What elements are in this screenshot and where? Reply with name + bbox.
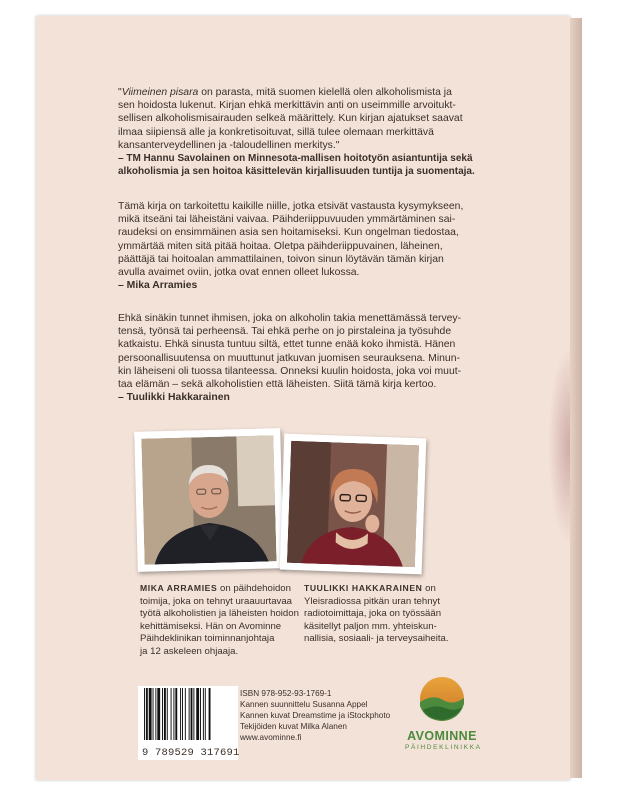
barcode-digits: 9 789529 317691 bbox=[142, 747, 240, 759]
quote-line: kansanterveydellinen ja -taloudellinen merkitys." bbox=[118, 139, 340, 151]
barcode-bar bbox=[209, 688, 211, 740]
barcode-bar bbox=[173, 688, 174, 740]
bio-name-tuulikki: TUULIKKI HAKKARAINEN bbox=[304, 583, 423, 593]
blurb-mika bbox=[118, 200, 476, 292]
quote-book-title: Viimeinen pisara bbox=[121, 87, 199, 98]
isbn-barcode bbox=[138, 686, 238, 760]
bio-line: toimija, joka on tehnyt uraauurtavaa bbox=[140, 595, 292, 607]
blurb-line: katkaistu. Ehkä sinusta tuntuu siltä, ettet tunne enää koko ihmistä. Hänen bbox=[118, 339, 456, 351]
barcode-bar bbox=[185, 688, 186, 740]
barcode-bar bbox=[180, 688, 181, 740]
bio-mika: MIKA ARRAMIES on päihdehoidon toimija, joka on tehnyt uraauurtavaa työtä alkoholistien ja läheisten hoidon kehittämiseksi. Hän on Avominne Päihdeklinikan toiminnanjohtaja ja 12 askeleen ohjaaja. bbox=[140, 583, 299, 657]
barcode-bar bbox=[162, 688, 163, 740]
bio-line: kehittämiseksi. Hän on Avominne bbox=[140, 620, 282, 632]
portrait-woman-image bbox=[287, 441, 419, 567]
barcode-bar bbox=[155, 688, 156, 740]
blurb-line: persoonallisuutensa on muuttunut jatkuvan juomisen seurauksena. Minun- bbox=[118, 352, 460, 364]
blurb-line: mikä itseäni tai läheistäni vaivaa. Päihderiippuvuuden ymmärtäminen sai- bbox=[118, 214, 456, 226]
bio-line: ja 12 askeleen ohjaaja. bbox=[140, 645, 239, 657]
avominne-logo bbox=[405, 676, 482, 751]
bio-line: Päihdeklinikan toiminnanjohtaja bbox=[140, 633, 275, 645]
barcode-bar bbox=[157, 688, 160, 740]
cover-images-credit: Kannen kuvat Dreamstime ja iStockphoto bbox=[240, 711, 391, 720]
barcode-bar bbox=[164, 688, 166, 740]
blurb-line: Tämä kirja on tarkoitettu kaikille niille, jotka etsivät vastausta kysymykseen, bbox=[118, 201, 464, 212]
logo-name: AVOMINNE bbox=[407, 729, 477, 743]
logo-emblem-icon bbox=[419, 676, 465, 722]
bio-name-mika: MIKA ARRAMIES bbox=[140, 583, 218, 593]
bio-line: käsitellyt paljon mm. yhteiskun- bbox=[304, 620, 437, 632]
portrait-man-image bbox=[141, 435, 276, 564]
blurb-line: kin läheiseni oli tuossa tilanteessa. Onneksi kuulin hoidosta, joka voi muut- bbox=[118, 365, 462, 377]
bio-line: työtä alkoholistien ja läheisten hoidon bbox=[140, 608, 299, 620]
barcode-bar bbox=[205, 688, 206, 740]
barcode-bar bbox=[200, 688, 201, 740]
imprint-info bbox=[240, 688, 390, 743]
author-photos-credit: Tekijöiden kuvat Milka Alanen bbox=[240, 722, 347, 731]
blurb-line: ymmärtää miten sitä pitää hoitaa. Oletpa päihderiippuvainen, läheinen, bbox=[118, 240, 443, 252]
bio-line: radiotoimittaja, joka on työssään bbox=[304, 608, 442, 620]
website-text: www.avominne.fi bbox=[240, 733, 302, 742]
barcode-bars bbox=[142, 688, 234, 740]
bio-tuulikki: TUULIKKI HAKKARAINEN on Yleisradiossa pitkän uran tehnyt radiotoimittaja, joka on työssään käsitellyt paljon mm. yhteiskun- nallisia, sosiaali- ja terveysaiheita. bbox=[304, 583, 449, 645]
signature-tuulikki: – Tuulikki Hakkarainen bbox=[118, 392, 230, 404]
isbn-text: ISBN 978-952-93-1769-1 bbox=[240, 689, 332, 698]
blurb-line: tensä, työnsä tai perheensä. Tai ehkä perhe on jo pirstaleina ja työsuhde bbox=[118, 326, 452, 338]
review-quote bbox=[118, 86, 476, 178]
bio-line: nallisia, sosiaali- ja terveysaiheita. bbox=[304, 633, 449, 645]
barcode-bar bbox=[175, 688, 177, 740]
barcode-bar bbox=[193, 688, 194, 740]
barcode-bar bbox=[144, 688, 145, 740]
quote-attribution: – TM Hannu Savolainen on Minnesota-mallisen hoitotyön asiantuntija sekä bbox=[118, 153, 473, 165]
logo-subtitle: PÄIHDEKLINIKKA bbox=[405, 744, 482, 751]
signature-mika: – Mika Arramies bbox=[118, 280, 198, 292]
quote-attribution: alkoholismia ja sen hoitoa käsittelevän kirjallisuuden tuntija ja suomentaja. bbox=[118, 166, 475, 178]
quote-line: ilmaa siipiensä alle ja konkretisoituvat, sillä tulee olemaan merkittävä bbox=[118, 126, 434, 138]
author-photo-mika bbox=[134, 428, 284, 572]
barcode-bar bbox=[149, 688, 152, 740]
blurb-line: raudeksi on ensimmäinen asia sen hoitamiseksi. Kun ongelman tiedostaa, bbox=[118, 227, 459, 239]
barcode-bar bbox=[203, 688, 204, 740]
blurb-line: Ehkä sinäkin tunnet ihmisen, joka on alkoholin takia menettämässä tervey- bbox=[118, 313, 462, 324]
blurb-line: päättäjä tai hoitoalan ammattilainen, toivon sinun löytävän tämän kirjan bbox=[118, 253, 444, 265]
bio-line: Yleisradiossa pitkän uran tehnyt bbox=[304, 595, 440, 607]
barcode-bar bbox=[182, 688, 183, 740]
blurb-line: taa elämän – sekä alkoholistien että läheisten. Siitä tämä kirja kertoo. bbox=[118, 379, 437, 391]
blurb-tuulikki bbox=[118, 312, 476, 404]
cover-edge-stain bbox=[548, 346, 570, 546]
quote-line: sen hoidosta lukenut. Kirjan ehkä merkittävin anti on useimmille arvoitukt- bbox=[118, 100, 456, 112]
quote-line: sellisen alkoholismisairauden selkeä määrittely. Kun kirjan ajatukset saavat bbox=[118, 113, 463, 125]
barcode-bar bbox=[196, 688, 199, 740]
barcode-bar bbox=[191, 688, 193, 740]
cover-design-credit: Kannen suunnittelu Susanna Appel bbox=[240, 700, 368, 709]
author-photo-tuulikki bbox=[280, 434, 427, 575]
barcode-bar bbox=[171, 688, 172, 740]
barcode-bar bbox=[189, 688, 190, 740]
barcode-bar bbox=[153, 688, 154, 740]
quote-line-1: "Viimeinen pisara on parasta, mitä suomen kielellä olen alkoholismista ja bbox=[118, 87, 452, 98]
barcode-bar bbox=[167, 688, 168, 740]
barcode-bar bbox=[146, 688, 148, 740]
blurb-line: avulla avaimet oviin, jotka ovat ennen olleet lukossa. bbox=[118, 267, 360, 279]
book-spine-edge bbox=[570, 18, 582, 778]
